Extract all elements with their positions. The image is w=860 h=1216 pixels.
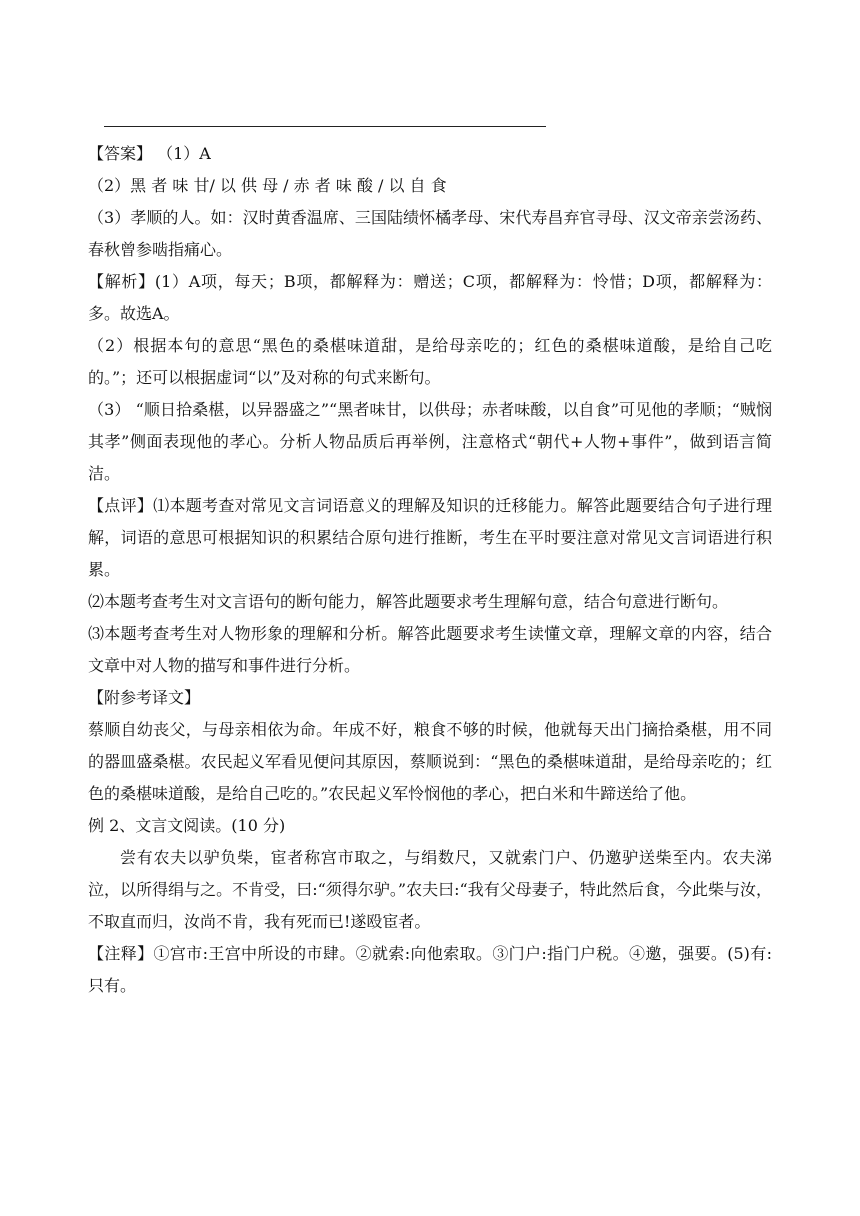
translation-heading: 【附参考译文】 [88,688,201,707]
analysis-part-2: （2）根据本句的意思“黑色的桑椹味道甜，是给母亲吃的；红色的桑椹味道酸，是给自己吃的。”；还可以根据虚词“以”及对称的句式来断句。 [88,336,772,387]
answer-part-2: （2）黑 者 味 甘/ 以 供 母 / 赤 者 味 酸 / 以 自 食 [88,176,447,195]
classical-passage: 尝有农夫以驴负柴，宦者称宫市取之，与绢数尺，又就索门户、仍邀驴送柴至内。农夫涕泣，以所得绢与之。不肯受，曰:“须得尔驴。”农夫曰:“我有父母妻子，特此然后食，今此柴与汝，不取直而归，汝尚不肯，我有死而已!遂殴宦者。 [88,848,772,931]
analysis-part-1: 【解析】(1）A项，每天；B项，都解释为：赠送；C项，都解释为：怜惜；D项，都解释为：多。故选A。 [88,272,772,323]
comment-part-2: ⑵本题考查考生对文言语句的断句能力，解答此题要求考生理解句意，结合句意进行断句。 [88,592,729,611]
example-2-heading: 例 2、文言文阅读。(10 分) [88,816,286,835]
translation-text: 蔡顺自幼丧父，与母亲相依为命。年成不好，粮食不够的时候，他就每天出门摘拾桑椹，用不同的器皿盛桑椹。农民起义军看见便问其原因，蔡顺说到：“黑色的桑椹味道甜，是给母亲吃的；红色的桑椹味道酸，是给自己吃的。”农民起义军怜悯他的孝心，把白米和牛蹄送给了他。 [88,720,772,803]
analysis-part-3: （3） “顺日拾桑椹，以异器盛之”“黑者味甘，以供母；赤者味酸，以自食”可见他的孝顺；“贼悯其孝”侧面表现他的孝心。分析人物品质后再举例，注意格式“朝代+人物+事件”，做到语言简洁。 [88,400,772,483]
comment-part-1: 【点评】⑴本题考查对常见文言词语意义的理解及知识的迁移能力。解答此题要结合句子进行理解，词语的意思可根据知识的积累结合原句进行推断，考生在平时要注意对常见文言词语进行积累。 [88,496,772,579]
comment-part-3: ⑶本题考查考生对人物形象的理解和分析。解答此题要求考生读懂文章，理解文章的内容，结合文章中对人物的描写和事件进行分析。 [88,624,772,675]
document-body [88,138,772,1002]
notes-text: 【注释】①宫市:王宫中所设的市肆。②就索:向他索取。③门户:指门户税。④邀，强要。(5)有:只有。 [88,944,772,995]
answer-part-3: （3）孝顺的人。如：汉时黄香温席、三国陆绩怀橘孝母、宋代寿昌弃官寻母、汉文帝亲尝汤药、春秋曾参啮指痛心。 [88,208,772,259]
header-rule [104,126,546,127]
answer-heading: 【答案】 （1）A [88,144,211,163]
